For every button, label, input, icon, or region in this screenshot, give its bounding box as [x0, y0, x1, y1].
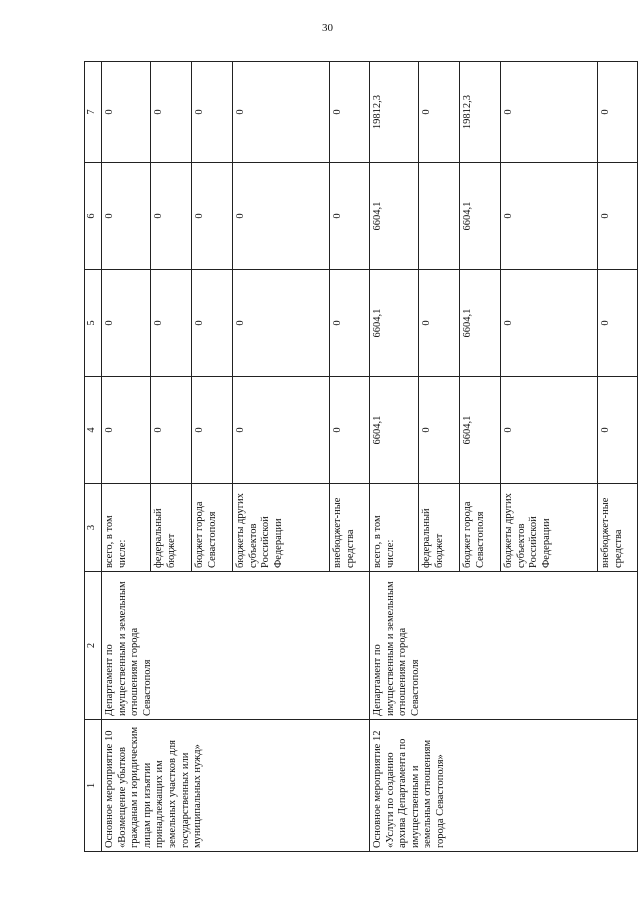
funding-source-cell: бюджеты других субъектов Российской Федерации — [233, 484, 330, 572]
header-cell: 5 — [85, 270, 102, 377]
header-cell: 3 — [85, 484, 102, 572]
funding-source-cell: внебюджет-ные средства — [598, 484, 638, 572]
funding-source-cell: всего, в том числе: — [102, 484, 151, 572]
value-cell: 0 — [330, 163, 370, 270]
value-cell: 0 — [330, 270, 370, 377]
value-cell: 0 — [598, 62, 638, 163]
program-financing-table — [84, 61, 638, 852]
value-cell: 0 — [501, 270, 598, 377]
header-cell: 2 — [85, 572, 102, 720]
funding-source-cell: федеральный бюджет — [419, 484, 460, 572]
value-cell: 0 — [598, 270, 638, 377]
value-cell: 0 — [233, 62, 330, 163]
department-cell: Департамент по имущественным и земельным отношениям города Севастополя — [370, 572, 638, 720]
value-cell: 0 — [330, 377, 370, 484]
value-cell: 6604,1 — [370, 163, 419, 270]
table-row — [102, 62, 151, 852]
value-cell: 0 — [419, 377, 460, 484]
header-cell: 1 — [85, 720, 102, 852]
value-cell: 0 — [501, 163, 598, 270]
funding-source-cell: бюджеты других субъектов Российской Федерации — [501, 484, 598, 572]
value-cell: 0 — [102, 62, 151, 163]
value-cell: 0 — [192, 270, 233, 377]
value-cell: 0 — [501, 62, 598, 163]
page-number: 30 — [322, 22, 333, 34]
funding-source-cell: бюджет города Севастополя — [192, 484, 233, 572]
value-cell: 0 — [233, 377, 330, 484]
funding-source-cell: федеральный бюджет — [151, 484, 192, 572]
value-cell: 0 — [192, 377, 233, 484]
value-cell: 0 — [151, 163, 192, 270]
funding-source-cell: внебюджет-ные средства — [330, 484, 370, 572]
measure-name-cell: Основное мероприятие 10 «Возмещение убытков гражданам и юридическим лицам при изъятии принадлежащих им земельных участков для государственных или муниципальных нужд» — [102, 720, 370, 852]
header-cell: 6 — [85, 163, 102, 270]
value-cell: 0 — [192, 163, 233, 270]
header-cell: 4 — [85, 377, 102, 484]
value-cell: 6604,1 — [460, 163, 501, 270]
header-cell: 7 — [85, 62, 102, 163]
value-cell: 0 — [102, 163, 151, 270]
value-cell: 6604,1 — [460, 377, 501, 484]
value-cell: 19812,3 — [370, 62, 419, 163]
value-cell: 0 — [151, 270, 192, 377]
funding-source-cell: всего, в том числе: — [370, 484, 419, 572]
rotated-table-container — [84, 62, 634, 852]
value-cell: 0 — [233, 163, 330, 270]
measure-name-cell: Основное мероприятие 12 «Услуги по созданию архива Департамента по имущественным и земельным отношениям города Севастополя» — [370, 720, 638, 852]
value-cell: 0 — [330, 62, 370, 163]
value-cell: 0 — [102, 270, 151, 377]
department-cell: Департамент по имущественным и земельным отношениям города Севастополя — [102, 572, 370, 720]
value-cell: 0 — [151, 62, 192, 163]
value-cell: 0 — [419, 62, 460, 163]
table-row — [370, 62, 419, 852]
value-cell: 0 — [233, 270, 330, 377]
value-cell: 6604,1 — [370, 270, 419, 377]
value-cell: 0 — [102, 377, 151, 484]
value-cell: 0 — [192, 62, 233, 163]
header-row — [85, 62, 102, 852]
funding-source-cell: бюджет города Севастополя — [460, 484, 501, 572]
value-cell — [419, 163, 460, 270]
value-cell: 0 — [419, 270, 460, 377]
value-cell: 6604,1 — [460, 270, 501, 377]
value-cell: 0 — [598, 163, 638, 270]
value-cell: 6604,1 — [370, 377, 419, 484]
value-cell: 0 — [151, 377, 192, 484]
value-cell: 0 — [501, 377, 598, 484]
value-cell: 0 — [598, 377, 638, 484]
value-cell: 19812,3 — [460, 62, 501, 163]
